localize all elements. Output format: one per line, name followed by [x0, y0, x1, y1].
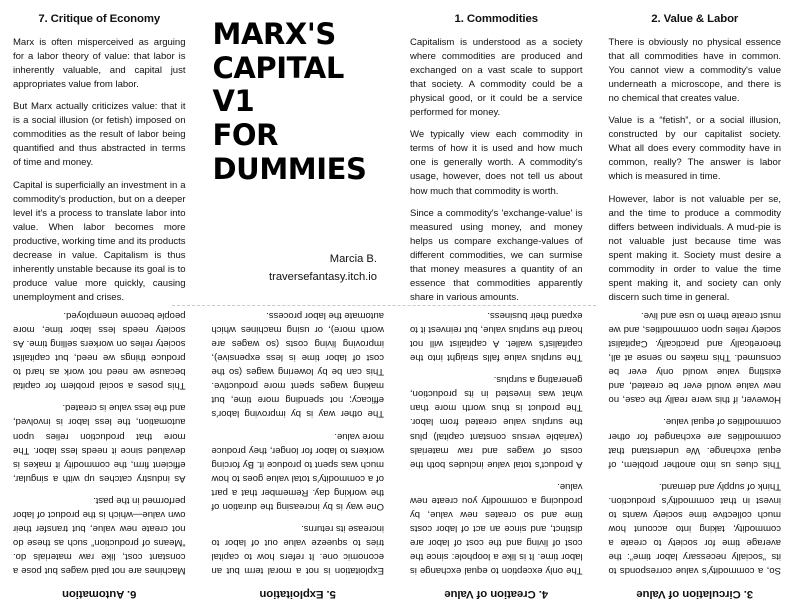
section-5-paragraph-2: One way is by increasing the duration of the working day. Remember that a part of a commodity's total value goes to how much was spent to produce it. By forcing workers to labor for longer, they produce more value.	[211, 430, 384, 512]
section-4-paragraph-3: The surplus value falls straight into the capitalist's wallet. A capitalist will not hoard the surplus value, but reinvest it to expand their business.	[410, 309, 583, 363]
section-7-heading: 7. Critique of Economy	[38, 13, 161, 25]
section-4-paragraph-1: The only exception to equal exchange is labor time. It is like a loophole: since the cost of living and the cost of labor are distinct, and since an act of labor costs time and so creates new value, by producing a commodity you create new value.	[410, 481, 583, 577]
zine-half-top	[0, 0, 794, 306]
section-6-heading: 6. Automation	[62, 588, 137, 600]
section-6-paragraph-1: Machines are not paid wages but pose a constant cost, like raw materials do. “Means of production” such as these do not create new value, but transfer their own value—which is the product of labor performed in the past.	[13, 495, 186, 577]
cover-credit	[213, 251, 378, 286]
section-6-paragraph-2: As industry catches up with a singular, efficient firm, the commodity it makes is devalued since it needs less labor. The more that production relies upon automation, the less labor is involved, and the less value is created.	[13, 402, 186, 484]
panel-section-5	[199, 307, 398, 613]
section-1-paragraph-2: We typically view each commodity in terms of how it is used and how much one is generally worth. A commodity's usage, however, does not tell us about how much that commodity is worth.	[410, 129, 583, 197]
section-7-paragraph-2: But Marx actually criticizes value: that it is a social illusion (or fetish) imposed on commodities as the result of labor being quantified and thus abstracted in terms of time and money.	[13, 101, 186, 169]
section-1-heading: 1. Commodities	[454, 13, 538, 25]
zine-title	[213, 18, 378, 186]
author-site-link[interactable]: traversefantasy.itch.io	[269, 270, 377, 283]
panel-cover	[199, 0, 398, 306]
section-6-body	[13, 308, 186, 578]
panel-section-1	[397, 0, 596, 306]
section-2-body	[609, 36, 782, 306]
panel-section-6	[0, 307, 199, 613]
section-3-paragraph-1: So, a commodity's value corresponds to its “socially necessary labor time”: the average time for society to create a commodity, taking into account how much collective time society wants to invest in that commodity's production. Think of supply and demand.	[608, 481, 781, 577]
panel-section-7	[0, 0, 199, 306]
section-5-paragraph-1: Exploitation is not a moral term but an economic one. It refers how to capital tries to squeeze value out of labor to increase its returns.	[211, 523, 384, 577]
zine-title-line-1: MARX'S	[212, 17, 336, 51]
section-2-paragraph-1: There is obviously no physical essence that all commodities have in common. You cannot view a commodity's value underneath a microscope, and there is no chemical that creates value.	[608, 36, 781, 104]
section-1-body	[410, 36, 583, 306]
panel-section-3	[596, 307, 794, 613]
section-1-paragraph-1: Capitalism is understood as a society where commodities are produced and exchanged on a vast scale to support that society. A commodity could be a physical good, or it could be a service performed for money.	[410, 36, 583, 118]
zine-title-line-3: FOR	[212, 117, 279, 152]
section-3-heading: 3. Circulation of Value	[636, 588, 754, 600]
section-4-body	[410, 308, 583, 578]
section-3-paragraph-2: This clues us into another problem, of equal exchange. We understand that commodities are exchanged for other commodities of equal value.	[608, 416, 781, 470]
zine-title-line-2: CAPITAL V1	[212, 50, 344, 119]
section-2-heading: 2. Value & Labor	[651, 13, 739, 25]
zine-title-line-4: DUMMIES	[212, 151, 367, 186]
section-5-heading: 5. Exploitation	[259, 588, 336, 600]
section-3-body	[609, 308, 782, 578]
section-5-body	[212, 308, 385, 578]
section-1-paragraph-3: Since a commodity's 'exchange-value' is measured using money, and money helps us compare exchange-values of different commodities, we can surmise that money measures a quantity of an essence that commodities apparently share in various amounts.	[410, 208, 583, 304]
section-7-paragraph-1: Marx is often misperceived as arguing for a labor theory of value: that labor is inherently valuable, and capital just appropriates value from labor.	[13, 36, 186, 90]
panel-section-4	[397, 307, 596, 613]
section-5-paragraph-3: The other way is by improving labor's efficacy; not spending more time, but making wages spent more productive. This can be by lowering wages (so the cost of labor time is less expensive), improving living costs (so wages are worth more), or using machines which automate the labor process.	[211, 309, 384, 419]
section-7-body	[13, 36, 186, 306]
section-4-heading: 4. Creation of Value	[444, 588, 549, 600]
zine-half-bottom	[0, 307, 794, 613]
section-3-paragraph-3: However, if this were really the case, no new value would ever be created, and existing value would only ever be consumed. This makes no sense at all, theoretically and practically. Capitalist society relies upon commodities, and we must create them to use and live.	[608, 309, 781, 405]
section-4-paragraph-2: A product's total value includes both the costs of wages and raw materials (variable versus constant capital) plus the surplus value created from labor. The product is thus worth more than what was invested in its production, generating a surplus.	[410, 374, 583, 470]
section-6-paragraph-3: This poses a social problem for capital because we need not work as hard to produce things we need, but capitalist society relies on workers selling time. As society needs less labor time, more people become unemployed.	[13, 309, 186, 391]
author-name: Marcia B.	[329, 253, 377, 266]
section-2-paragraph-2: Value is a “fetish”, or a social illusion, constructed by our capitalist society. What all does every commodity have in common, really? The answer is labor which is measured in time.	[608, 115, 781, 183]
section-2-paragraph-3: However, labor is not valuable per se, and the time to produce a commodity differs between individuals. A mud-pie is not valuable just because time was spent making it. Society must desire a commodity in order to value the time spent making it, and society can only discern such time in general.	[608, 194, 781, 304]
section-7-paragraph-3: Capital is superficially an investment in a commodity's production, but on a deeper level it's a process to translate labor into value. When labor becomes more productive, working time and its products decrease in value. Capitalism is thus inherently unstable because its goal is to produce value more quickly, causing unemployment and crises.	[13, 179, 186, 304]
panel-section-2	[596, 0, 794, 306]
fold-line	[172, 305, 596, 306]
